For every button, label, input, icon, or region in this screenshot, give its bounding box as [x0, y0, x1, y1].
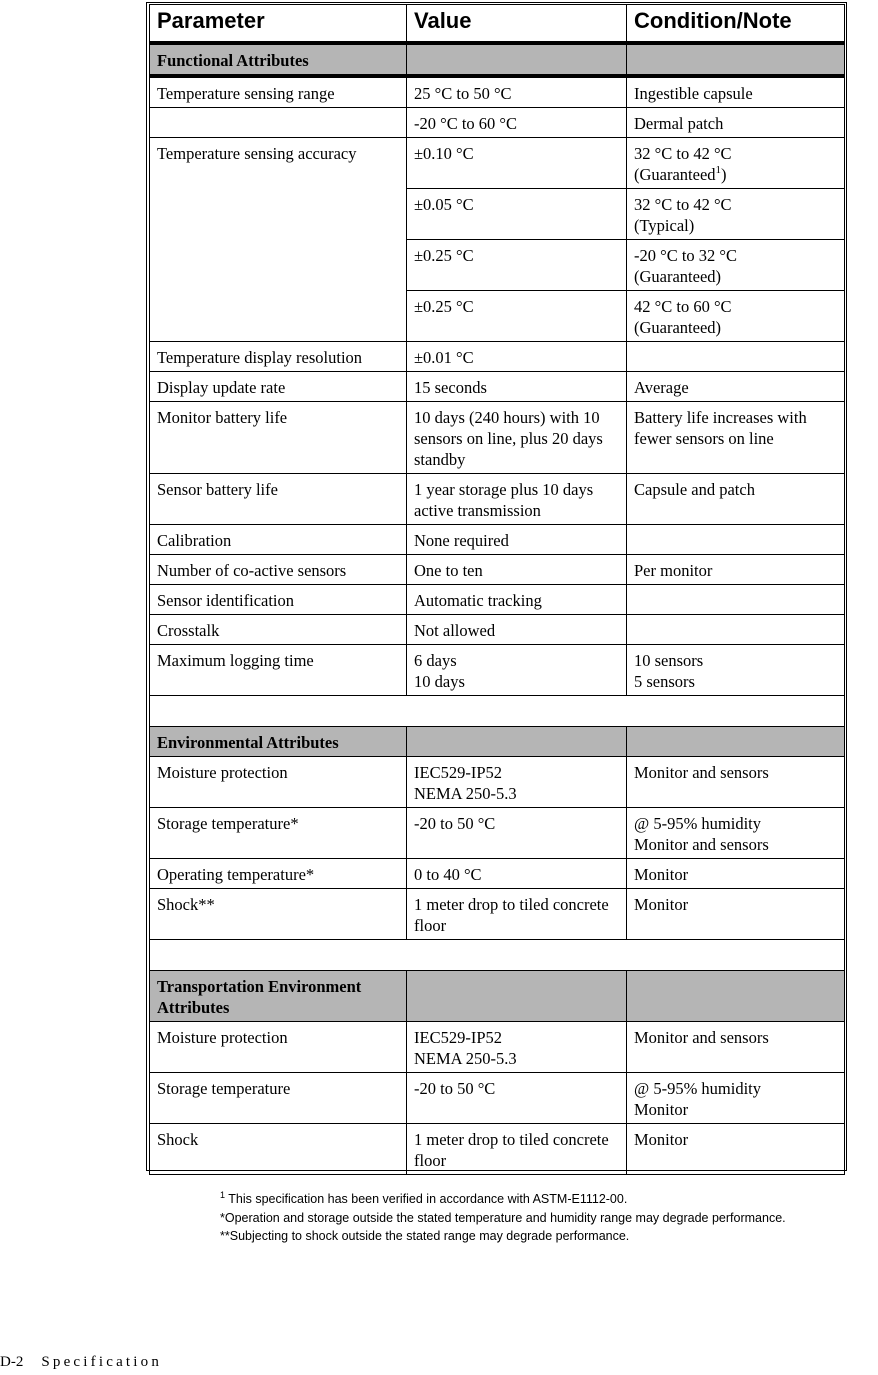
- table-row: [150, 615, 845, 645]
- table-row: [150, 240, 845, 291]
- value-line: NEMA 250-5.3: [414, 1049, 517, 1068]
- param-cell: Shock: [150, 1124, 407, 1175]
- value-cell: [407, 757, 627, 808]
- header-condition-note: Condition/Note: [627, 5, 845, 44]
- param-cell: Temperature sensing accuracy: [150, 138, 407, 189]
- note-line: ): [721, 165, 727, 184]
- table-row: [150, 291, 845, 342]
- section-transportation: [150, 971, 845, 1022]
- note-line: 5 sensors: [634, 672, 695, 691]
- table-row: [150, 189, 845, 240]
- note-line: 10 sensors: [634, 651, 704, 670]
- table-row: [150, 1022, 845, 1073]
- param-cell: Shock**: [150, 889, 407, 940]
- param-cell: Moisture protection: [150, 1022, 407, 1073]
- value-cell: [407, 645, 627, 696]
- value-cell: ±0.10 °C: [407, 138, 627, 189]
- param-cell: Operating temperature*: [150, 859, 407, 889]
- note-cell: Capsule and patch: [627, 474, 845, 525]
- param-cell: Storage temperature*: [150, 808, 407, 859]
- table-row: [150, 76, 845, 108]
- note-cell: Battery life increases with fewer sensors on line: [627, 402, 845, 474]
- note-cell: [627, 525, 845, 555]
- footnote-1-text: This specification has been verified in accordance with ASTM-E1112-00.: [228, 1192, 628, 1206]
- note-cell: [627, 1073, 845, 1124]
- note-cell: [627, 189, 845, 240]
- spacer-row: [150, 696, 845, 727]
- note-line: (Guaranteed): [634, 267, 722, 286]
- section-title: Functional Attributes: [150, 43, 407, 76]
- footnotes: [220, 1190, 786, 1246]
- note-cell: Average: [627, 372, 845, 402]
- footnote-marker: 1: [220, 1190, 226, 1200]
- footnote-2: *Operation and storage outside the stated temperature and humidity range may degrade performance.: [220, 1210, 786, 1225]
- value-cell: Not allowed: [407, 615, 627, 645]
- table-row: [150, 645, 845, 696]
- table-row: [150, 859, 845, 889]
- value-line: IEC529-IP52: [414, 1028, 502, 1047]
- note-cell: [627, 585, 845, 615]
- section-functional: [150, 43, 845, 76]
- value-cell: 1 year storage plus 10 days active transmission: [407, 474, 627, 525]
- param-cell: Crosstalk: [150, 615, 407, 645]
- table-row: [150, 525, 845, 555]
- value-cell: ±0.25 °C: [407, 240, 627, 291]
- param-cell: Moisture protection: [150, 757, 407, 808]
- value-cell: ±0.01 °C: [407, 342, 627, 372]
- note-line: (Typical): [634, 216, 695, 235]
- value-cell: 1 meter drop to tiled concrete floor: [407, 1124, 627, 1175]
- table-row: [150, 757, 845, 808]
- note-cell: [627, 615, 845, 645]
- table-row: [150, 1073, 845, 1124]
- table-row: [150, 1124, 845, 1175]
- value-cell: One to ten: [407, 555, 627, 585]
- value-cell: 1 meter drop to tiled concrete floor: [407, 889, 627, 940]
- value-cell: ±0.05 °C: [407, 189, 627, 240]
- note-cell: Monitor and sensors: [627, 757, 845, 808]
- param-cell: [150, 240, 407, 291]
- value-line: NEMA 250-5.3: [414, 784, 517, 803]
- note-cell: Monitor: [627, 859, 845, 889]
- param-cell: Sensor battery life: [150, 474, 407, 525]
- table-row: [150, 138, 845, 189]
- table-row: [150, 585, 845, 615]
- param-cell: Monitor battery life: [150, 402, 407, 474]
- footnote-1: [220, 1190, 786, 1209]
- param-cell: Maximum logging time: [150, 645, 407, 696]
- note-line: @ 5-95% humidity: [634, 1079, 762, 1098]
- param-cell: [150, 189, 407, 240]
- note-line: 42 °C to 60 °C: [634, 297, 732, 316]
- value-cell: 0 to 40 °C: [407, 859, 627, 889]
- value-cell: None required: [407, 525, 627, 555]
- value-cell: -20 °C to 60 °C: [407, 108, 627, 138]
- note-cell: [627, 808, 845, 859]
- note-cell: Ingestible capsule: [627, 76, 845, 108]
- note-line: Monitor and sensors: [634, 835, 769, 854]
- specification-table: [149, 4, 845, 1175]
- table-row: [150, 108, 845, 138]
- value-cell: 15 seconds: [407, 372, 627, 402]
- value-cell: 10 days (240 hours) with 10 sensors on line, plus 20 days standby: [407, 402, 627, 474]
- note-cell: [627, 240, 845, 291]
- value-line: 6 days: [414, 651, 457, 670]
- note-cell: [627, 138, 845, 189]
- note-cell: Monitor: [627, 1124, 845, 1175]
- header-parameter: Parameter: [150, 5, 407, 44]
- note-cell: Monitor and sensors: [627, 1022, 845, 1073]
- value-line: IEC529-IP52: [414, 763, 502, 782]
- param-cell: Temperature sensing range: [150, 76, 407, 108]
- table-header-row: [150, 5, 845, 44]
- page-footer: [0, 1354, 162, 1371]
- section-environmental: [150, 727, 845, 757]
- param-cell: [150, 108, 407, 138]
- spacer-row: [150, 940, 845, 971]
- table-row: [150, 889, 845, 940]
- note-cell: [627, 645, 845, 696]
- header-value: Value: [407, 5, 627, 44]
- table-row: [150, 372, 845, 402]
- param-cell: Storage temperature: [150, 1073, 407, 1124]
- value-cell: Automatic tracking: [407, 585, 627, 615]
- value-cell: -20 to 50 °C: [407, 808, 627, 859]
- note-cell: Dermal patch: [627, 108, 845, 138]
- section-title: Transportation Environment Attributes: [150, 971, 407, 1022]
- param-cell: Display update rate: [150, 372, 407, 402]
- note-line: (Guaranteed): [634, 318, 722, 337]
- value-cell: 25 °C to 50 °C: [407, 76, 627, 108]
- note-line: -20 °C to 32 °C: [634, 246, 738, 265]
- param-cell: Temperature display resolution: [150, 342, 407, 372]
- note-cell: Per monitor: [627, 555, 845, 585]
- note-line: 32 °C to 42 °C: [634, 144, 732, 163]
- note-line: 32 °C to 42 °C: [634, 195, 732, 214]
- table-row: [150, 808, 845, 859]
- table-row: [150, 474, 845, 525]
- param-cell: Calibration: [150, 525, 407, 555]
- note-cell: Monitor: [627, 889, 845, 940]
- param-cell: [150, 291, 407, 342]
- footnote-3: **Subjecting to shock outside the stated range may degrade performance.: [220, 1229, 630, 1243]
- value-cell: ±0.25 °C: [407, 291, 627, 342]
- param-cell: Number of co-active sensors: [150, 555, 407, 585]
- value-cell: [407, 1022, 627, 1073]
- note-line: (Guaranteed: [634, 165, 716, 184]
- value-cell: -20 to 50 °C: [407, 1073, 627, 1124]
- section-title: Environmental Attributes: [150, 727, 407, 757]
- table-row: [150, 555, 845, 585]
- note-line: @ 5-95% humidity: [634, 814, 762, 833]
- page-number: D-2: [0, 1354, 24, 1370]
- note-cell: [627, 342, 845, 372]
- table-row: [150, 342, 845, 372]
- section-name: Specification: [41, 1354, 163, 1370]
- note-cell: [627, 291, 845, 342]
- param-cell: Sensor identification: [150, 585, 407, 615]
- table-row: [150, 402, 845, 474]
- footnote-ref: 1: [715, 164, 722, 176]
- note-line: Monitor: [634, 1100, 689, 1119]
- value-line: 10 days: [414, 672, 465, 691]
